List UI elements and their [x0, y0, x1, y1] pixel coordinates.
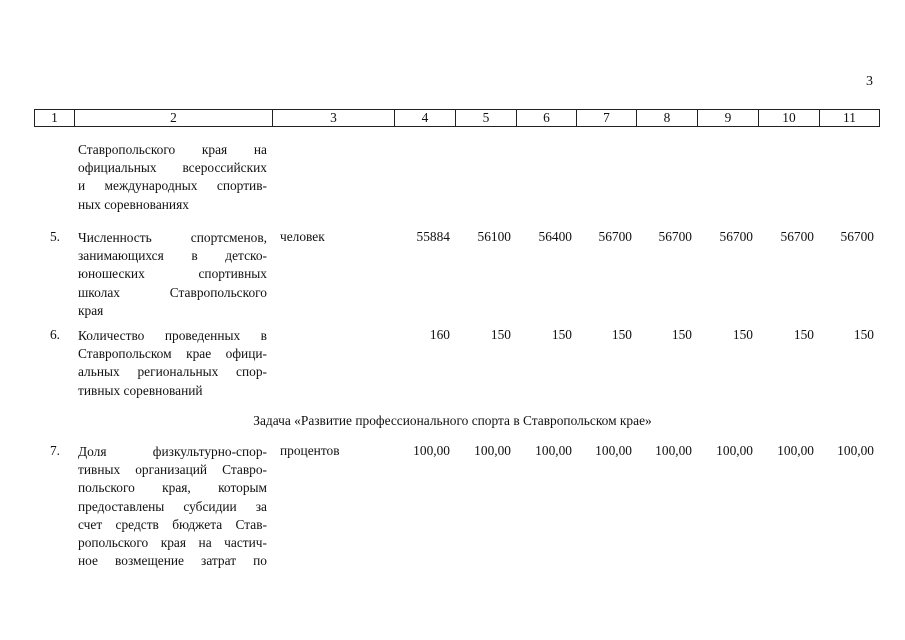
value-cell: 100,00: [777, 443, 814, 458]
name-line: ропольского края на частич-: [78, 535, 267, 551]
name-line: ных соревнованиях: [78, 196, 189, 212]
value-cell: 100,00: [655, 443, 692, 458]
name-line: школах Ставропольского: [78, 284, 267, 300]
value-cell: 56700: [780, 229, 814, 244]
name-line: счет средств бюджета Став-: [78, 516, 267, 532]
name-line: Ставропольского края на: [78, 142, 267, 157]
column-header-1: 1: [35, 110, 75, 127]
name-line: юношеских спортивных: [78, 266, 267, 282]
name-line: тивных соревнований: [78, 382, 203, 398]
value-cell: 56100: [477, 229, 511, 244]
value-cell: 150: [490, 327, 511, 342]
unit-cell: процентов: [280, 443, 340, 458]
name-line: предоставлены субсидии за: [78, 498, 267, 514]
name-line: альных региональных спор-: [78, 364, 267, 380]
column-header-5: 5: [456, 110, 517, 127]
name-line: занимающихся в детско-: [78, 248, 267, 264]
name-line: Количество проведенных в: [78, 328, 267, 343]
indicator-name: [78, 443, 267, 570]
value-cell: 100,00: [595, 443, 632, 458]
name-line: Численность спортсменов,: [78, 230, 267, 245]
name-line: официальных всероссийских: [78, 160, 267, 176]
column-header-7: 7: [577, 110, 637, 127]
name-line: Доля физкультурно-спор-: [78, 444, 267, 459]
column-header-8: 8: [637, 110, 698, 127]
task-section-title: Задача «Развитие профессионального спорта в Ставропольском крае»: [253, 413, 652, 428]
value-cell: 150: [793, 327, 814, 342]
column-header-3: 3: [273, 110, 395, 127]
row-number: 6.: [49, 327, 60, 342]
value-cell: 160: [429, 327, 450, 342]
value-cell: 56700: [598, 229, 632, 244]
unit-cell: человек: [280, 229, 325, 244]
row-number: 7.: [49, 443, 60, 458]
row-number: 5.: [49, 229, 60, 244]
column-header-4: 4: [395, 110, 456, 127]
value-cell: 150: [671, 327, 692, 342]
name-line: края: [78, 302, 104, 318]
name-line: польского края, которым: [78, 480, 267, 496]
value-cell: 55884: [416, 229, 450, 244]
value-cell: 150: [853, 327, 874, 342]
indicator-name: [78, 327, 267, 400]
value-cell: 100,00: [474, 443, 511, 458]
value-cell: 150: [732, 327, 753, 342]
column-header-2: 2: [75, 110, 273, 127]
value-cell: 150: [551, 327, 572, 342]
name-line: тивных организаций Ставро-: [78, 462, 267, 478]
column-header-10: 10: [759, 110, 820, 127]
value-cell: 100,00: [535, 443, 572, 458]
name-line: и международных спортив-: [78, 178, 267, 194]
indicator-name: [78, 229, 267, 320]
column-header-9: 9: [698, 110, 759, 127]
indicator-name: [78, 141, 267, 214]
value-cell: 100,00: [413, 443, 450, 458]
column-header-11: 11: [820, 110, 880, 127]
value-cell: 100,00: [716, 443, 753, 458]
column-header-6: 6: [517, 110, 577, 127]
value-cell: 150: [611, 327, 632, 342]
value-cell: 100,00: [837, 443, 874, 458]
name-line: ное возмещение затрат по: [78, 553, 267, 569]
value-cell: 56400: [538, 229, 572, 244]
value-cell: 56700: [840, 229, 874, 244]
table-header-row: [34, 109, 880, 127]
value-cell: 56700: [719, 229, 753, 244]
name-line: Ставропольском крае офици-: [78, 346, 267, 362]
page-number: 3: [866, 74, 873, 89]
value-cell: 56700: [658, 229, 692, 244]
